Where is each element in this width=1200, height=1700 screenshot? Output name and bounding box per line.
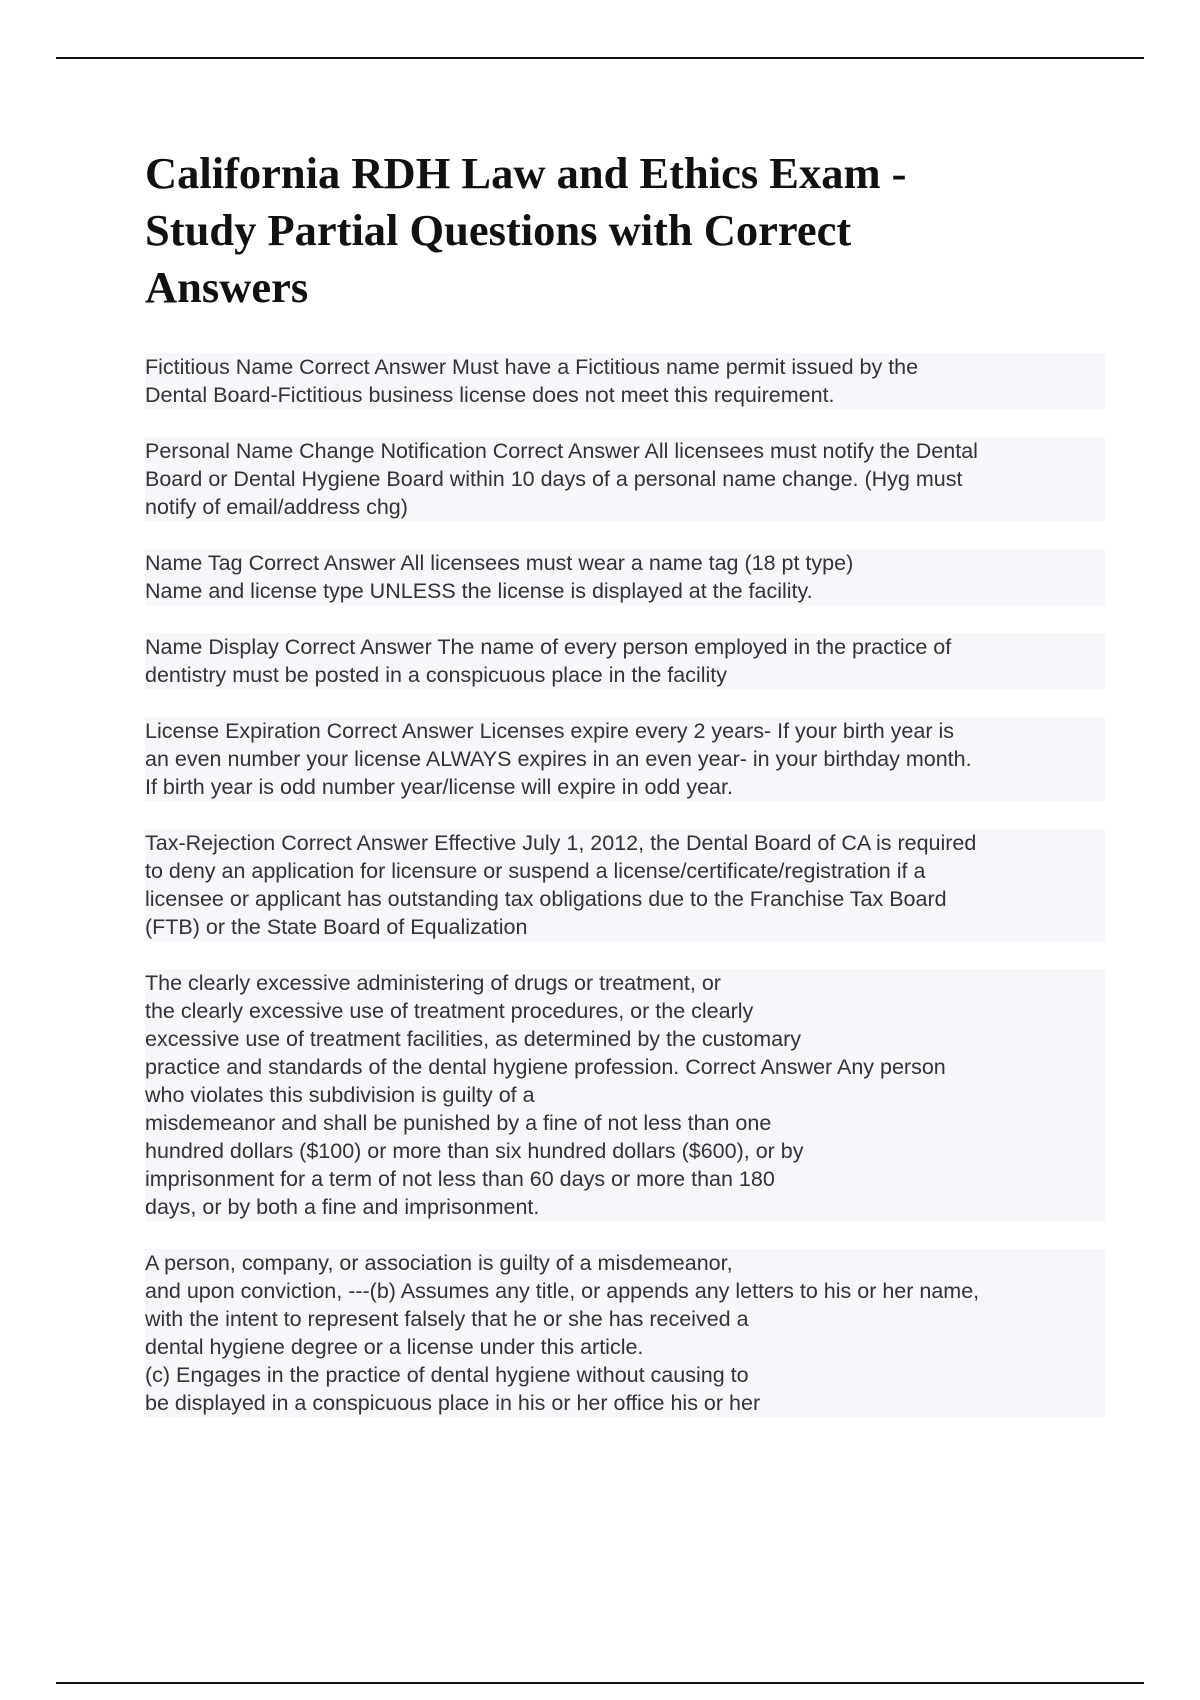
- qa-entry-fictitious-name: [145, 353, 1105, 409]
- entry-line: Dental Board-Fictitious business license does not meet this requirement.: [145, 383, 835, 407]
- entry-line: hundred dollars ($100) or more than six hundred dollars ($600), or by: [145, 1139, 804, 1163]
- qa-entry-personal-name-change: [145, 437, 1105, 521]
- qa-entry-misdemeanor: [145, 1249, 1105, 1417]
- entry-line: Name and license type UNLESS the license is displayed at the facility.: [145, 579, 813, 603]
- entry-line: The clearly excessive administering of drugs or treatment, or: [145, 971, 721, 995]
- entry-line: Tax-Rejection Correct Answer Effective July 1, 2012, the Dental Board of CA is required: [145, 831, 977, 855]
- entry-line: Personal Name Change Notification Correct Answer All licensees must notify the Dental: [145, 439, 978, 463]
- qa-entry-tax-rejection: [145, 829, 1105, 941]
- entry-line: Name Tag Correct Answer All licensees must wear a name tag (18 pt type): [145, 551, 854, 575]
- entry-line: licensee or applicant has outstanding tax obligations due to the Franchise Tax Board: [145, 887, 947, 911]
- qa-entry-name-tag: [145, 549, 1105, 605]
- entry-line: notify of email/address chg): [145, 495, 408, 519]
- entry-line: an even number your license ALWAYS expires in an even year- in your birthday month.: [145, 747, 972, 771]
- title-line: Study Partial Questions with Correct: [145, 205, 852, 255]
- entry-line: misdemeanor and shall be punished by a fine of not less than one: [145, 1111, 772, 1135]
- entry-line: dentistry must be posted in a conspicuous place in the facility: [145, 663, 728, 687]
- top-rule: [56, 57, 1144, 59]
- entry-line: excessive use of treatment facilities, as determined by the customary: [145, 1027, 802, 1051]
- qa-entry-name-display: [145, 633, 1105, 689]
- entry-line: License Expiration Correct Answer Licenses expire every 2 years- If your birth year is: [145, 719, 954, 743]
- entry-line: be displayed in a conspicuous place in his or her office his or her: [145, 1391, 761, 1415]
- entry-line: the clearly excessive use of treatment procedures, or the clearly: [145, 999, 754, 1023]
- entry-line: with the intent to represent falsely that he or she has received a: [145, 1307, 749, 1331]
- entry-line: practice and standards of the dental hygiene profession. Correct Answer Any person: [145, 1055, 946, 1079]
- qa-entry-license-expiration: [145, 717, 1105, 801]
- qa-entry-excessive-treatment: [145, 969, 1105, 1221]
- entry-line: dental hygiene degree or a license under this article.: [145, 1335, 644, 1359]
- entry-line: Name Display Correct Answer The name of every person employed in the practice of: [145, 635, 952, 659]
- entry-line: who violates this subdivision is guilty of a: [145, 1083, 535, 1107]
- entry-line: Fictitious Name Correct Answer Must have a Fictitious name permit issued by the: [145, 355, 919, 379]
- document-title: [145, 145, 1105, 316]
- entry-line: (FTB) or the State Board of Equalization: [145, 915, 528, 939]
- entry-line: If birth year is odd number year/license will expire in odd year.: [145, 775, 733, 799]
- entry-line: and upon conviction, ---(b) Assumes any title, or appends any letters to his or her name,: [145, 1279, 980, 1303]
- entry-line: (c) Engages in the practice of dental hygiene without causing to: [145, 1363, 749, 1387]
- entry-line: imprisonment for a term of not less than 60 days or more than 180: [145, 1167, 775, 1191]
- entry-line: to deny an application for licensure or suspend a license/certificate/registration if a: [145, 859, 926, 883]
- bottom-rule: [56, 1682, 1144, 1684]
- entry-line: days, or by both a fine and imprisonment.: [145, 1195, 540, 1219]
- entry-line: Board or Dental Hygiene Board within 10 days of a personal name change. (Hyg must: [145, 467, 963, 491]
- page-content: [145, 145, 1105, 1445]
- qa-list: [145, 353, 1105, 1417]
- title-line: Answers: [145, 262, 309, 312]
- entry-line: A person, company, or association is guilty of a misdemeanor,: [145, 1251, 733, 1275]
- title-line: California RDH Law and Ethics Exam -: [145, 148, 907, 198]
